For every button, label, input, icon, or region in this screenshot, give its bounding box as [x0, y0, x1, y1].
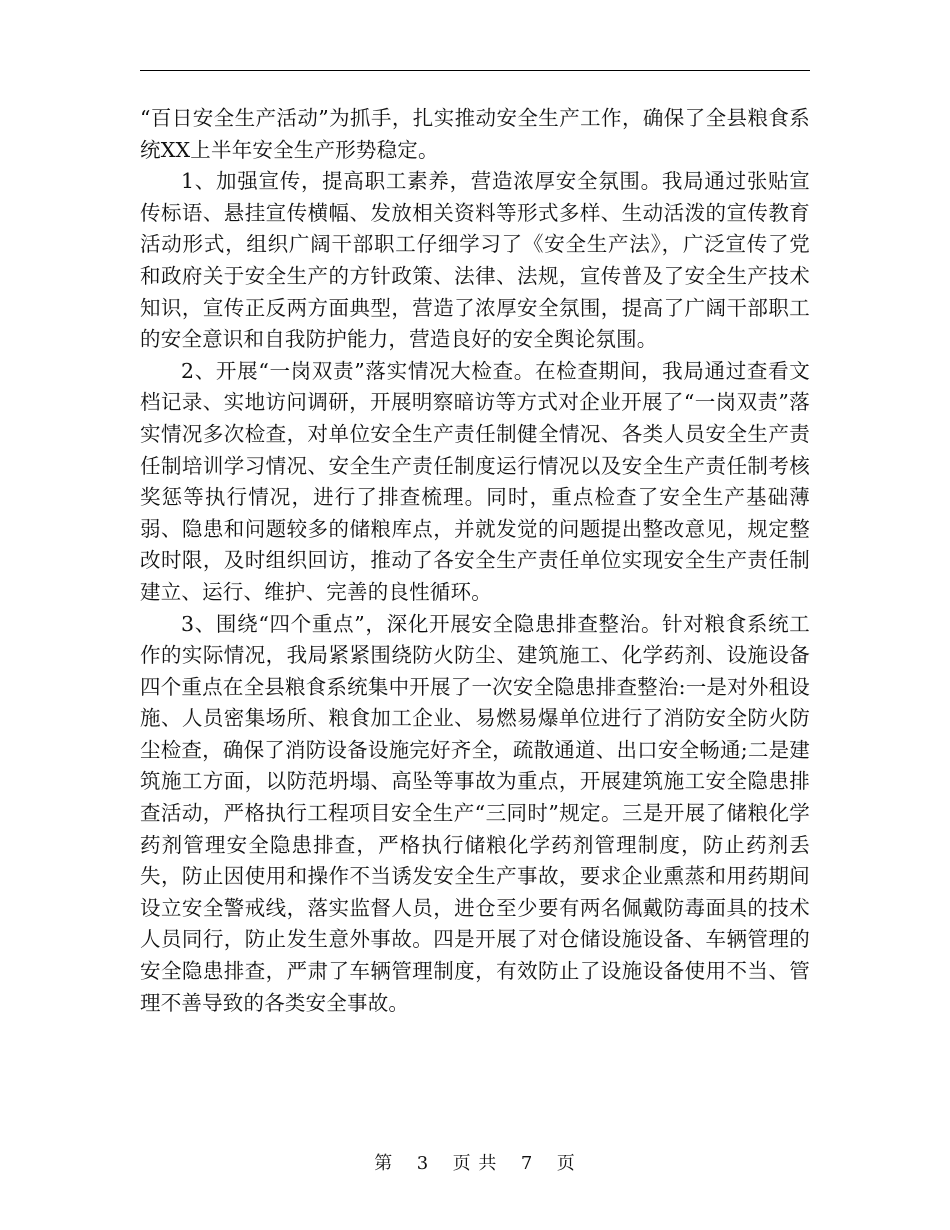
footer-total-pages: 7 — [520, 1153, 534, 1174]
paragraph-hazard-check: 3、围绕“四个重点”，深化开展安全隐患排查整治。针对粮食系统工作的实际情况，我局紧紧围绕防火防尘、建筑施工、化学药剂、设施设备四个重点在全县粮食系统集中开展了一次安全隐患排查整治:一是对外租设施、人员密集场所、粮食加工企业、易燃易爆单位进行了消防安全防火防尘检查，确保了消防设备设施完好齐全，疏散通道、出口安全畅通;二是建筑施工方面，以防范坍塌、高坠等事故为重点，开展建筑施工安全隐患排查活动，严格执行工程项目安全生产“三同时”规定。三是开展了储粮化学药剂管理安全隐患排查，严格执行储粮化学药剂管理制度，防止药剂丢失，防止因使用和操作不当诱发安全生产事故，要求企业熏蒸和用药期间设立安全警戒线，落实监督人员，进仓至少要有两名佩戴防毒面具的技术人员同行，防止发生意外事故。四是开展了对仓储设施设备、车辆管理的安全隐患排查，严肃了车辆管理制度，有效防止了设施设备使用不当、管理不善导致的各类安全事故。 — [140, 611, 810, 1015]
document-body — [140, 103, 810, 1019]
footer-middle: 页 共 — [452, 1153, 498, 1174]
footer-page-number: 3 — [416, 1153, 430, 1174]
paragraph-continuation: “百日安全生产活动”为抓手，扎实推动安全生产工作，确保了全县粮食系统XX上半年安全生产形势稳定。 — [140, 106, 810, 162]
paragraph-publicity: 1、加强宣传，提高职工素养，营造浓厚安全氛围。我局通过张贴宣传标语、悬挂宣传横幅、发放相关资料等形式多样、生动活泼的宣传教育活动形式，组织广阔干部职工仔细学习了《安全生产法》，广泛宣传了党和政府关于安全生产的方针政策、法律、法规，宣传普及了安全生产技术知识，宣传正反两方面典型，营造了浓厚安全氛围，提高了广阔干部职工的安全意识和自我防护能力，营造良好的安全舆论氛围。 — [140, 169, 810, 352]
footer-prefix: 第 — [374, 1153, 394, 1174]
header-rule — [140, 70, 810, 71]
page-footer — [0, 1152, 950, 1176]
footer-suffix: 页 — [556, 1153, 576, 1174]
paragraph-inspection: 2、开展“一岗双责”落实情况大检查。在检查期间，我局通过查看文档记录、实地访问调研，开展明察暗访等方式对企业开展了“一岗双责”落实情况多次检查，对单位安全生产责任制健全情况、各类人员安全生产责任制培训学习情况、安全生产责任制度运行情况以及安全生产责任制考核奖惩等执行情况，进行了排查梳理。同时，重点检查了安全生产基础薄弱、隐患和问题较多的储粮库点，并就发觉的问题提出整改意见，规定整改时限，及时组织回访，推动了各安全生产责任单位实现安全生产责任制建立、运行、维护、完善的良性循环。 — [140, 358, 810, 604]
